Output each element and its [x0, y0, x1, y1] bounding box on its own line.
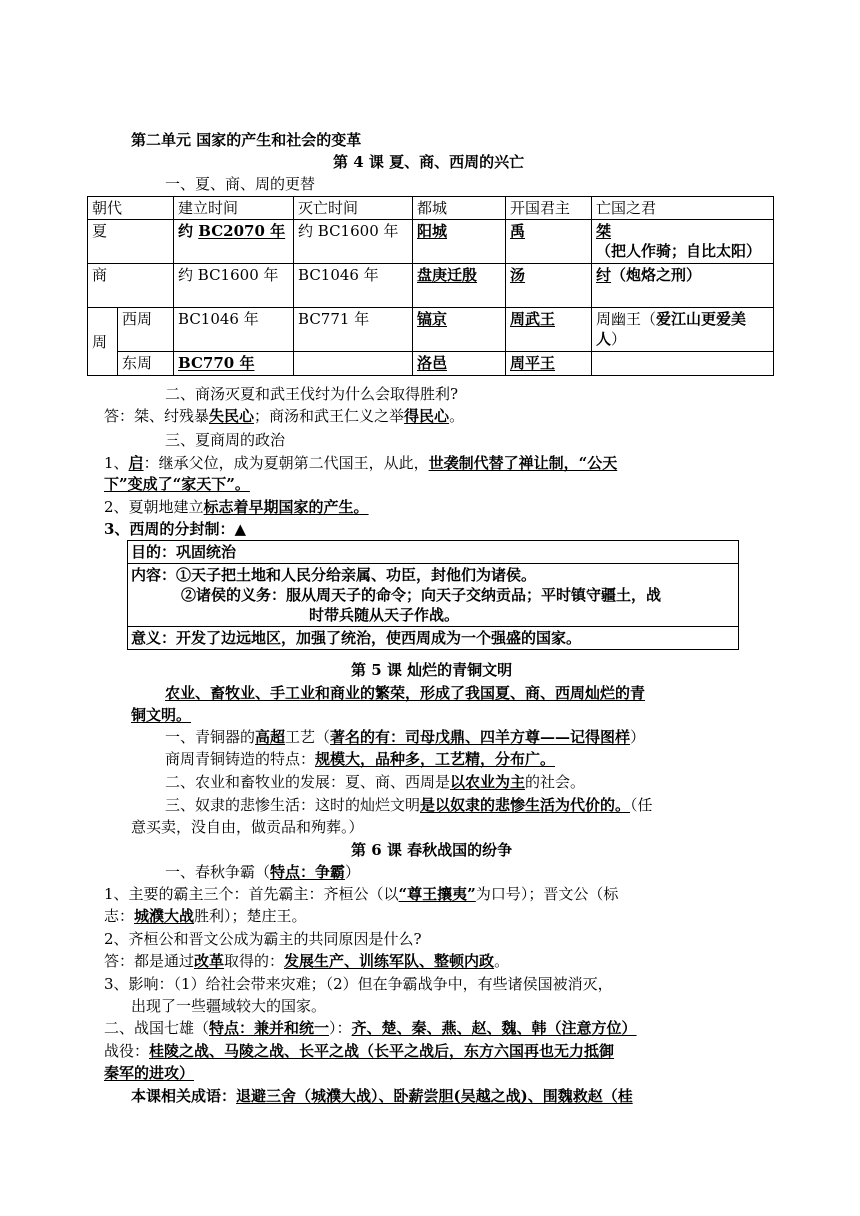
content-line: 时带兵随从天子作战。 — [309, 606, 460, 624]
lesson6-point1-cont — [104, 906, 307, 926]
table-header: 建立时间 — [174, 197, 294, 220]
paren: ） — [611, 330, 627, 348]
lesson5-section1 — [165, 727, 645, 747]
text: ） — [630, 728, 646, 746]
capital-cell: 阳城 — [413, 220, 506, 264]
point2 — [104, 497, 369, 517]
table-header: 朝代 — [88, 197, 174, 220]
lesson4-section2: 二、商汤灭夏和武王伐纣为什么会取得胜利? — [165, 385, 459, 403]
text: 答：桀、纣残暴 — [104, 407, 210, 425]
table-header: 都城 — [413, 197, 506, 220]
key-term: 得民心 — [404, 407, 450, 425]
text: ；商汤和武王仁义之举 — [254, 407, 405, 425]
key-term: 标志着早期国家的产生。 — [203, 498, 369, 516]
key-term: 世袭制代替了禅让制，“公天 — [428, 454, 618, 472]
text: 为口号）；晋文公（标 — [475, 885, 619, 903]
lesson6-point3: 3、影响：（1）给社会带来灾难；（2）但在争霸战争中，有些诸侯国被消灭， — [104, 975, 613, 993]
text: 工艺（ — [285, 728, 331, 746]
lesson6-section2 — [104, 1018, 637, 1038]
box-content — [128, 564, 738, 627]
key-term: 桂陵之战、马陵之战、长平之战（长平之战后，东方六国再也无力抵御 — [149, 1042, 615, 1060]
prefix: 约 — [178, 222, 199, 240]
text: 二、战国七雄（ — [104, 1019, 210, 1037]
fengjian-box — [127, 540, 739, 650]
unit-title: 第二单元 国家的产生和社会的变革 — [131, 131, 362, 149]
text: 取得的： — [224, 952, 285, 970]
last-ruler-name: 周幽王（ — [596, 310, 657, 328]
text: 志： — [104, 907, 135, 925]
last-ruler-cell — [592, 220, 774, 264]
text: 本课相关成语： — [131, 1087, 237, 1105]
last-ruler-cell — [592, 352, 774, 376]
dynasty-cell: 周 — [88, 308, 118, 376]
lesson5-features — [165, 749, 555, 769]
text: ：继承父位，成为夏朝第二代国王，从此， — [143, 454, 429, 472]
table-row-xia — [88, 220, 774, 264]
key-term: 齐、楚、秦、燕、赵、魏、韩（注意方位） — [351, 1019, 637, 1037]
lesson5-section3 — [165, 795, 653, 815]
point1 — [104, 453, 617, 473]
founder-cell: 周平王 — [506, 352, 592, 376]
content-line: ②诸侯的义务：服从周天子的命令；向天子交纳贡品；平时镇守疆土，战 — [181, 586, 662, 604]
lesson4-section1: 一、夏、商、周的更替 — [165, 175, 316, 193]
lesson6-title: 第 6 课 春秋战国的纷争 — [351, 841, 513, 859]
sub-dynasty-cell: 东周 — [118, 352, 174, 376]
key-term: 高超 — [255, 728, 286, 746]
text: 三、奴隶的悲惨生活：这时的灿烂文明 — [165, 796, 421, 814]
last-ruler-note: （把人作骑；自比太阳） — [596, 242, 762, 260]
lesson5-intro: 农业、畜牧业、手工业和商业的繁荣，形成了我国夏、商、西周灿烂的青 — [165, 684, 646, 702]
last-ruler-cell — [592, 308, 774, 352]
dynasty-cell: 夏 — [88, 220, 174, 264]
lesson6-section1 — [165, 862, 360, 882]
last-ruler-note: （炮烙之刑） — [611, 266, 702, 284]
key-term: 启 — [128, 454, 144, 472]
end-time-cell: BC771 年 — [294, 308, 413, 352]
text: 战役： — [104, 1042, 150, 1060]
point1-cont: 下”变成了“家天下”。 — [104, 475, 250, 493]
lesson5-title: 第 5 课 灿烂的青铜文明 — [351, 661, 513, 679]
end-time-cell — [294, 352, 413, 376]
last-ruler-cell — [592, 264, 774, 308]
table-row-xizhou — [88, 308, 774, 352]
text: 2、夏朝地建立 — [104, 498, 204, 516]
end-time-cell: BC1046 年 — [294, 264, 413, 308]
key-term: 著名的有：司母戊鼎、四羊方尊——记得图样 — [330, 728, 631, 746]
key-term: 以农业为主 — [450, 773, 526, 791]
text: 1、主要的霸主三个：首先霸主：齐桓公（以 — [104, 885, 399, 903]
sub-dynasty-cell: 西周 — [118, 308, 174, 352]
lesson6-point2: 2、齐桓公和晋文公成为霸主的共同原因是什么? — [104, 930, 422, 948]
point3: 3、西周的分封制：▲ — [104, 520, 246, 538]
table-header: 灭亡时间 — [294, 197, 413, 220]
lesson6-battles — [104, 1041, 614, 1061]
text: 胜利）；楚庄王。 — [194, 907, 307, 925]
end-time-cell: 约 BC1600 年 — [294, 220, 413, 264]
last-ruler-name: 桀 — [596, 222, 612, 240]
key-term: 城濮大战 — [134, 907, 195, 925]
table-row-dongzhou — [88, 352, 774, 376]
box-aim: 目的：巩固统治 — [128, 541, 738, 564]
capital-cell: 盘庚迁殷 — [413, 264, 506, 308]
lesson6-battles-cont: 秦军的进攻） — [104, 1064, 195, 1082]
table-header: 亡国之君 — [592, 197, 774, 220]
key-term: “尊王攘夷” — [398, 885, 476, 903]
text: ） — [345, 863, 361, 881]
text: 答：都是通过 — [104, 952, 195, 970]
text: 。 — [494, 952, 510, 970]
founder-cell: 禹 — [506, 220, 592, 264]
lesson6-point3-cont: 出现了一些疆域较大的国家。 — [131, 997, 327, 1015]
text: 一、春秋争霸（ — [165, 863, 271, 881]
text: 商周青铜铸造的特点： — [165, 750, 316, 768]
text: 。 — [449, 407, 465, 425]
lesson6-answer2 — [104, 951, 509, 971]
text: 的社会。 — [525, 773, 586, 791]
last-ruler-name: 纣 — [596, 266, 612, 284]
dynasty-cell: 商 — [88, 264, 174, 308]
lesson5-section2 — [165, 772, 585, 792]
founding-time-cell: BC1046 年 — [174, 308, 294, 352]
last-ruler-note: 爱江山更爱美人 — [596, 310, 747, 348]
table-row-shang — [88, 264, 774, 308]
founding-time-cell: 约 BC1600 年 — [174, 264, 294, 308]
text: 一、青铜器的 — [165, 728, 256, 746]
lesson5-intro-cont: 铜文明。 — [131, 706, 192, 724]
key-term: 特点：兼并和统一 — [209, 1019, 330, 1037]
text: 二、农业和畜牧业的发展：夏、商、西周是 — [165, 773, 451, 791]
founder-cell: 汤 — [506, 264, 592, 308]
lesson4-section3: 三、夏商周的政治 — [165, 431, 286, 449]
lesson6-idioms — [131, 1086, 633, 1106]
lesson5-section3-cont: 意买卖，没自由，做贡品和殉葬。） — [131, 818, 364, 836]
founding-time-cell: BC770 年 — [174, 352, 294, 376]
num: 1、 — [104, 454, 129, 472]
table-header-row — [88, 197, 774, 220]
key-term: 改革 — [194, 952, 225, 970]
key-term: 规模大，品种多，工艺精，分布广。 — [315, 750, 556, 768]
text: ）： — [329, 1019, 352, 1037]
key-term: 特点：争霸 — [270, 863, 346, 881]
lesson6-point1 — [104, 884, 618, 904]
founding-time-cell — [174, 220, 294, 264]
founding-year: BC2070 年 — [198, 222, 286, 240]
key-term: 发展生产、训练军队、整顿内政 — [284, 952, 495, 970]
capital-cell: 洛邑 — [413, 352, 506, 376]
capital-cell: 镐京 — [413, 308, 506, 352]
box-meaning: 意义：开发了边远地区，加强了统治，使西周成为一个强盛的国家。 — [131, 629, 582, 647]
content-line: 内容：①天子把土地和人民分给亲属、功臣，封他们为诸侯。 — [131, 566, 537, 584]
key-term: 是以奴隶的悲惨生活为代价的。 — [420, 796, 631, 814]
table-header: 开国君主 — [506, 197, 592, 220]
founder-cell: 周武王 — [506, 308, 592, 352]
key-term: 失民心 — [209, 407, 255, 425]
lesson4-title: 第 4 课 夏、商、西周的兴亡 — [333, 153, 525, 171]
text: （任 — [630, 796, 653, 814]
dynasty-table — [87, 196, 774, 376]
answer2 — [104, 406, 464, 426]
key-term: 退避三舍（城濮大战）、卧薪尝胆(吴越之战)、围魏救赵（桂 — [236, 1087, 633, 1105]
